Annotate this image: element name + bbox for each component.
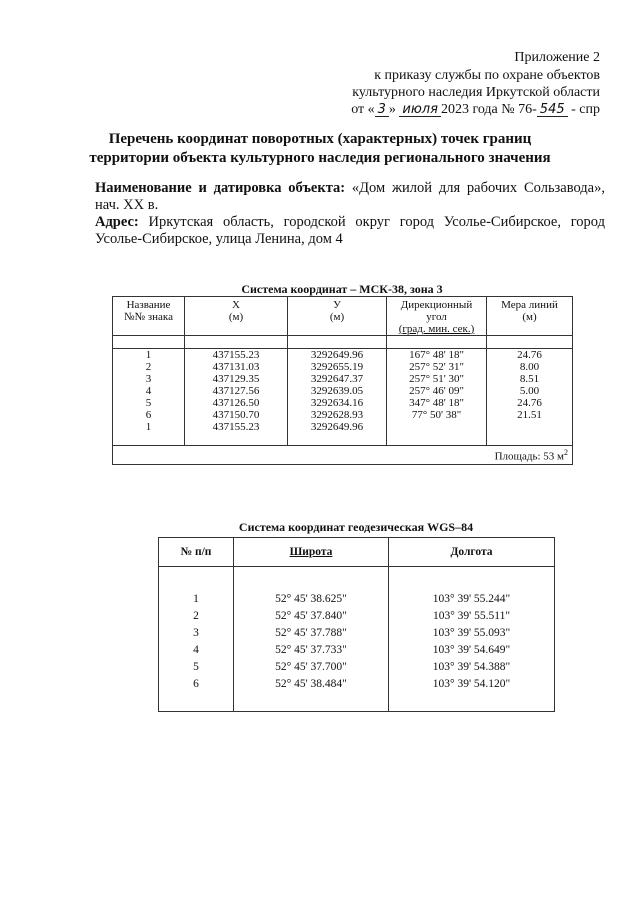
- table1-caption: Система координат – МСК-38, зона 3: [241, 282, 443, 296]
- area-total: Площадь: 53 $м^2$: [113, 446, 573, 465]
- date-mid: »: [388, 102, 396, 117]
- order-suffix: - спр: [571, 102, 600, 117]
- table-row: 3 52° 45' 37.788" 103° 39' 55.093": [159, 625, 555, 642]
- wgs-coordinates-table-wrap: [158, 537, 555, 712]
- date-prefix: от «: [351, 102, 375, 117]
- header-latitude: Широта: [234, 538, 389, 567]
- table-row: 4 437127.56 3292639.05 257° 46' 09" 5.00: [113, 385, 573, 397]
- table-row: 6 437150.70 3292628.93 77° 50' 38" 21.51: [113, 409, 573, 421]
- table-row: 2 437131.03 3292655.19 257° 52' 31" 8.00: [113, 361, 573, 373]
- object-name-paragraph: [95, 180, 605, 214]
- msk-coordinates-table-wrap: [112, 296, 573, 465]
- table-row: 6 52° 45' 38.484" 103° 39' 54.120": [159, 676, 555, 693]
- object-address-label: Адрес:: [95, 214, 139, 230]
- document-title-line2: территории объекта культурного наследия регионального значения: [89, 150, 551, 166]
- msk-coordinates-table: [112, 296, 573, 465]
- header-longitude: Долгота: [389, 538, 555, 567]
- date-year: 2023 года № 76-: [440, 102, 537, 117]
- table-row: 1 52° 45' 38.625" 103° 39' 55.244": [159, 591, 555, 608]
- appendix-title: Приложение 2: [514, 50, 600, 65]
- table-row: 3 437129.35 3292647.37 257° 51' 30" 8.51: [113, 373, 573, 385]
- table2-caption: Система координат геодезическая WGS–84: [238, 520, 474, 534]
- object-name-label: Наименование и датировка объекта:: [95, 180, 346, 196]
- handwritten-number: 545: [537, 103, 568, 117]
- header-angle: Дирекционный угол (град. мин. сек.): [387, 297, 487, 336]
- header-y: У (м): [288, 297, 387, 336]
- object-name-value: «Дом жилой для рабочих Сользавода», нач. XX в.: [95, 180, 605, 213]
- document-title-line1: Перечень координат поворотных (характерных) точек границ: [108, 131, 532, 147]
- appendix-order-line: к приказу службы по охране объектов: [374, 68, 600, 83]
- table-row: 2 52° 45' 37.840" 103° 39' 55.511": [159, 608, 555, 625]
- header-point-name: Название №№ знака: [113, 297, 185, 336]
- header-index: № п/п: [159, 538, 234, 567]
- appendix-date-line: [351, 102, 600, 118]
- table-row: 5 437126.50 3292634.16 347° 48' 18" 24.76: [113, 397, 573, 409]
- object-address-paragraph: [95, 214, 605, 248]
- table-row: 5 52° 45' 37.700" 103° 39' 54.388": [159, 659, 555, 676]
- handwritten-month: июля: [399, 103, 441, 117]
- header-x: X (м): [185, 297, 288, 336]
- object-address-value: Иркутская область, городской округ город Усолье-Сибирское, город Усолье-Сибирское, улица Ленина, дом 4: [95, 214, 606, 247]
- handwritten-day: 3: [375, 103, 389, 117]
- wgs-coordinates-table: [158, 537, 555, 712]
- header-length: Мера линий (м): [487, 297, 573, 336]
- table-row: 4 52° 45' 37.733" 103° 39' 54.649": [159, 642, 555, 659]
- table-row: 1 437155.23 3292649.96 167° 48' 18" 24.76: [113, 349, 573, 362]
- table-row: 1 437155.23 3292649.96: [113, 421, 573, 433]
- appendix-service-line: культурного наследия Иркутской области: [352, 85, 600, 100]
